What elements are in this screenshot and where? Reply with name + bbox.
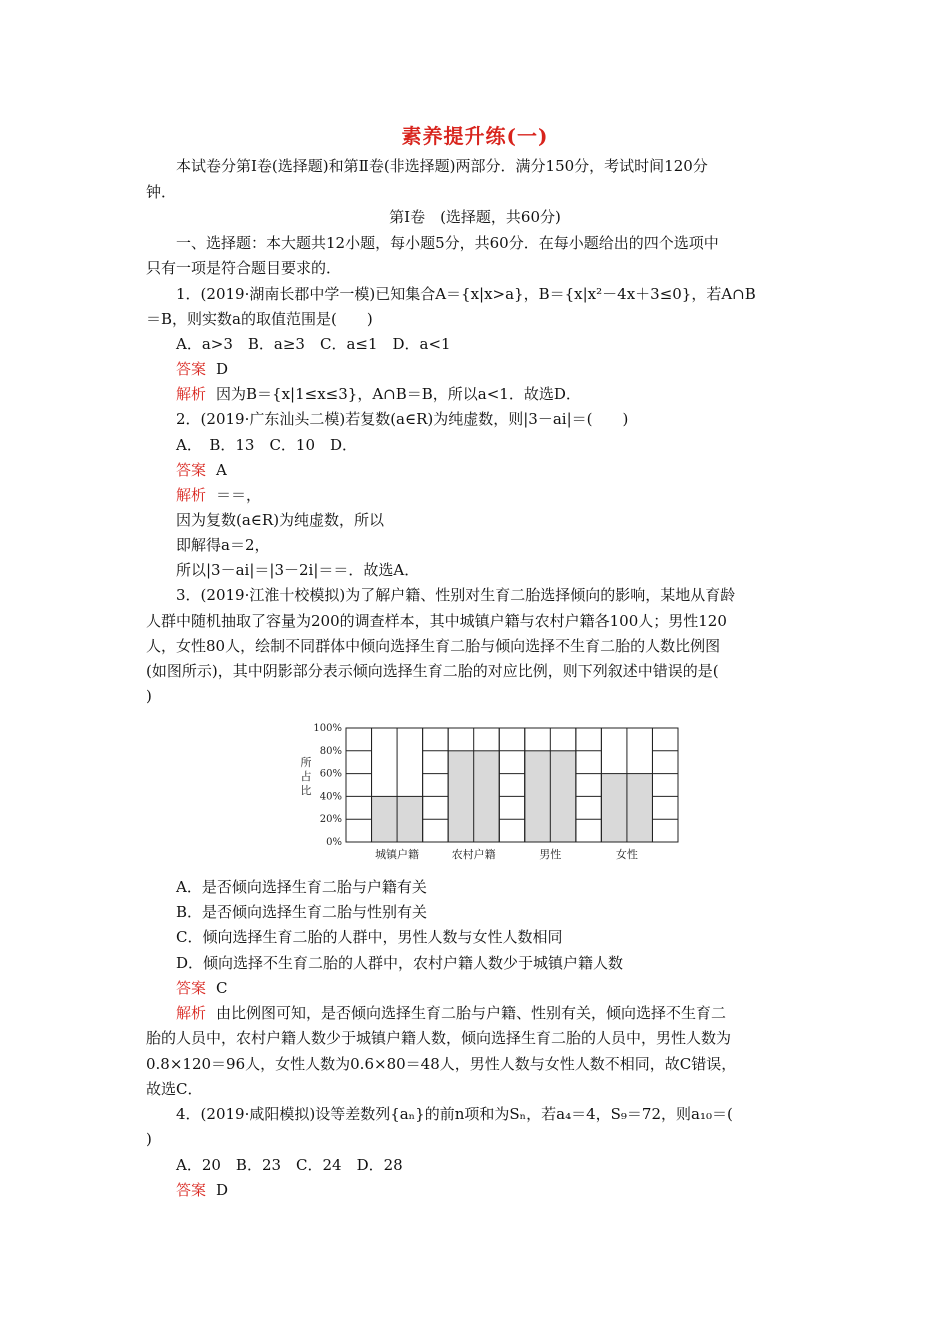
q3-analysis-line: 胎的人员中，农村户籍人数少于城镇户籍人数，倾向选择生育二胎的人员中，男性人数为 bbox=[146, 1029, 732, 1047]
section-title: 第Ⅰ卷 (选择题，共60分) bbox=[389, 208, 561, 226]
x-tick-label: 城镇户籍 bbox=[375, 848, 420, 861]
q1-answer bbox=[176, 358, 228, 380]
y-axis-label: 占 bbox=[300, 770, 312, 783]
q4-answer bbox=[176, 1179, 228, 1201]
q3-stem-2: 人群中随机抽取了容量为200的调查样本，其中城镇户籍与农村户籍各100人；男性120 bbox=[146, 612, 727, 630]
q3-analysis-line: 0.8×120＝96人，女性人数为0.6×80＝48人，男性人数与女性人数不相同，故C错误， bbox=[146, 1055, 737, 1073]
y-tick-label: 80% bbox=[319, 745, 342, 757]
q2-analysis-line: 所以|3－ai|＝|3－2i|＝＝．故选A． bbox=[176, 561, 420, 579]
answer-value: C bbox=[216, 979, 228, 997]
q1-stem-2: ＝B，则实数a的取值范围是( ) bbox=[146, 310, 373, 328]
q3-stem-1: 3．(2019·江淮十校模拟)为了解户籍、性别对生育二胎选择倾向的影响，某地从育龄 bbox=[176, 586, 736, 604]
instructions-line-2: 只有一项是符合题目要求的． bbox=[146, 259, 342, 277]
answer-label: 答案 bbox=[176, 360, 207, 378]
y-tick-label: 100% bbox=[313, 723, 342, 734]
analysis-text: ＝＝， bbox=[216, 486, 262, 504]
q3-option-a: A．是否倾向选择生育二胎与户籍有关 bbox=[176, 878, 427, 896]
analysis-label: 解析 bbox=[176, 385, 207, 403]
q3-option-d: D．倾向选择不生育二胎的人群中，农村户籍人数少于城镇户籍人数 bbox=[176, 954, 624, 972]
q3-option-c: C．倾向选择生育二胎的人群中，男性人数与女性人数相同 bbox=[176, 928, 563, 946]
analysis-label: 解析 bbox=[176, 1004, 207, 1022]
q2-analysis-line: 因为复数(a∈R)为纯虚数，所以 bbox=[176, 511, 385, 529]
q4-options: A．20 B．23 C．24 D．28 bbox=[176, 1156, 403, 1174]
q3-analysis-line: 故选C． bbox=[146, 1080, 203, 1098]
y-tick-label: 20% bbox=[319, 814, 342, 826]
intro-line-2: 钟． bbox=[146, 183, 177, 201]
answer-label: 答案 bbox=[176, 979, 207, 997]
page-title: 素养提升练(一) bbox=[401, 124, 549, 148]
q2-answer bbox=[176, 459, 227, 481]
analysis-text: 因为B＝{x|1≤x≤3}，A∩B＝B，所以a<1．故选D． bbox=[216, 385, 581, 403]
q3-stem-4: (如图所示)，其中阴影部分表示倾向选择生育二胎的对应比例，则下列叙述中错误的是( bbox=[146, 662, 719, 680]
answer-value: D bbox=[216, 360, 229, 378]
analysis-label: 解析 bbox=[176, 486, 207, 504]
q4-stem-2: ) bbox=[146, 1130, 152, 1148]
x-tick-label: 男性 bbox=[539, 848, 562, 861]
answer-label: 答案 bbox=[176, 461, 207, 479]
x-tick-label: 女性 bbox=[615, 848, 638, 861]
q2-stem: 2．(2019·广东汕头二模)若复数(a∈R)为纯虚数，则|3－ai|＝( ) bbox=[176, 410, 629, 428]
q2-analysis-line: 即解得a＝2， bbox=[176, 536, 270, 554]
q3-stem-3: 人，女性80人，绘制不同群体中倾向选择生育二胎与倾向选择不生育二胎的人数比例图 bbox=[146, 637, 721, 655]
answer-value: D bbox=[216, 1181, 229, 1199]
intro-line-1: 本试卷分第Ⅰ卷(选择题)和第Ⅱ卷(非选择题)两部分．满分150分，考试时间120分 bbox=[176, 157, 708, 175]
q3-stem-5: ) bbox=[146, 687, 152, 705]
y-axis-label: 比 bbox=[300, 784, 312, 797]
y-tick-label: 40% bbox=[319, 791, 342, 803]
y-tick-label: 0% bbox=[326, 837, 342, 848]
q3-option-b: B．是否倾向选择生育二胎与性别有关 bbox=[176, 903, 428, 921]
q1-analysis bbox=[176, 383, 581, 405]
answer-value: A bbox=[216, 461, 227, 479]
analysis-text: 由比例图可知，是否倾向选择生育二胎与户籍、性别有关，倾向选择不生育二 bbox=[216, 1004, 727, 1022]
q2-analysis bbox=[176, 484, 261, 506]
bar-chart bbox=[294, 716, 690, 866]
q1-options: A．a>3 B．a≥3 C．a≤1 D．a<1 bbox=[176, 335, 451, 353]
q3-answer bbox=[176, 977, 228, 999]
instructions-line-1: 一、选择题：本大题共12小题，每小题5分，共60分．在每小题给出的四个选项中 bbox=[176, 234, 719, 252]
y-axis-label: 所 bbox=[300, 756, 312, 769]
y-tick-label: 60% bbox=[319, 768, 342, 780]
x-tick-label: 农村户籍 bbox=[451, 848, 496, 861]
q1-stem-1: 1．(2019·湖南长郡中学一模)已知集合A＝{x|x>a}，B＝{x|x²－4x＋3≤0}，若A∩B bbox=[176, 285, 756, 303]
q2-options: A． B．13 C．10 D． bbox=[176, 436, 358, 454]
q4-stem-1: 4．(2019·咸阳模拟)设等差数列{aₙ}的前n项和为Sₙ，若a₄＝4，S₉＝72，则a₁₀＝( bbox=[176, 1105, 733, 1123]
q3-analysis bbox=[176, 1002, 726, 1024]
answer-label: 答案 bbox=[176, 1181, 207, 1199]
